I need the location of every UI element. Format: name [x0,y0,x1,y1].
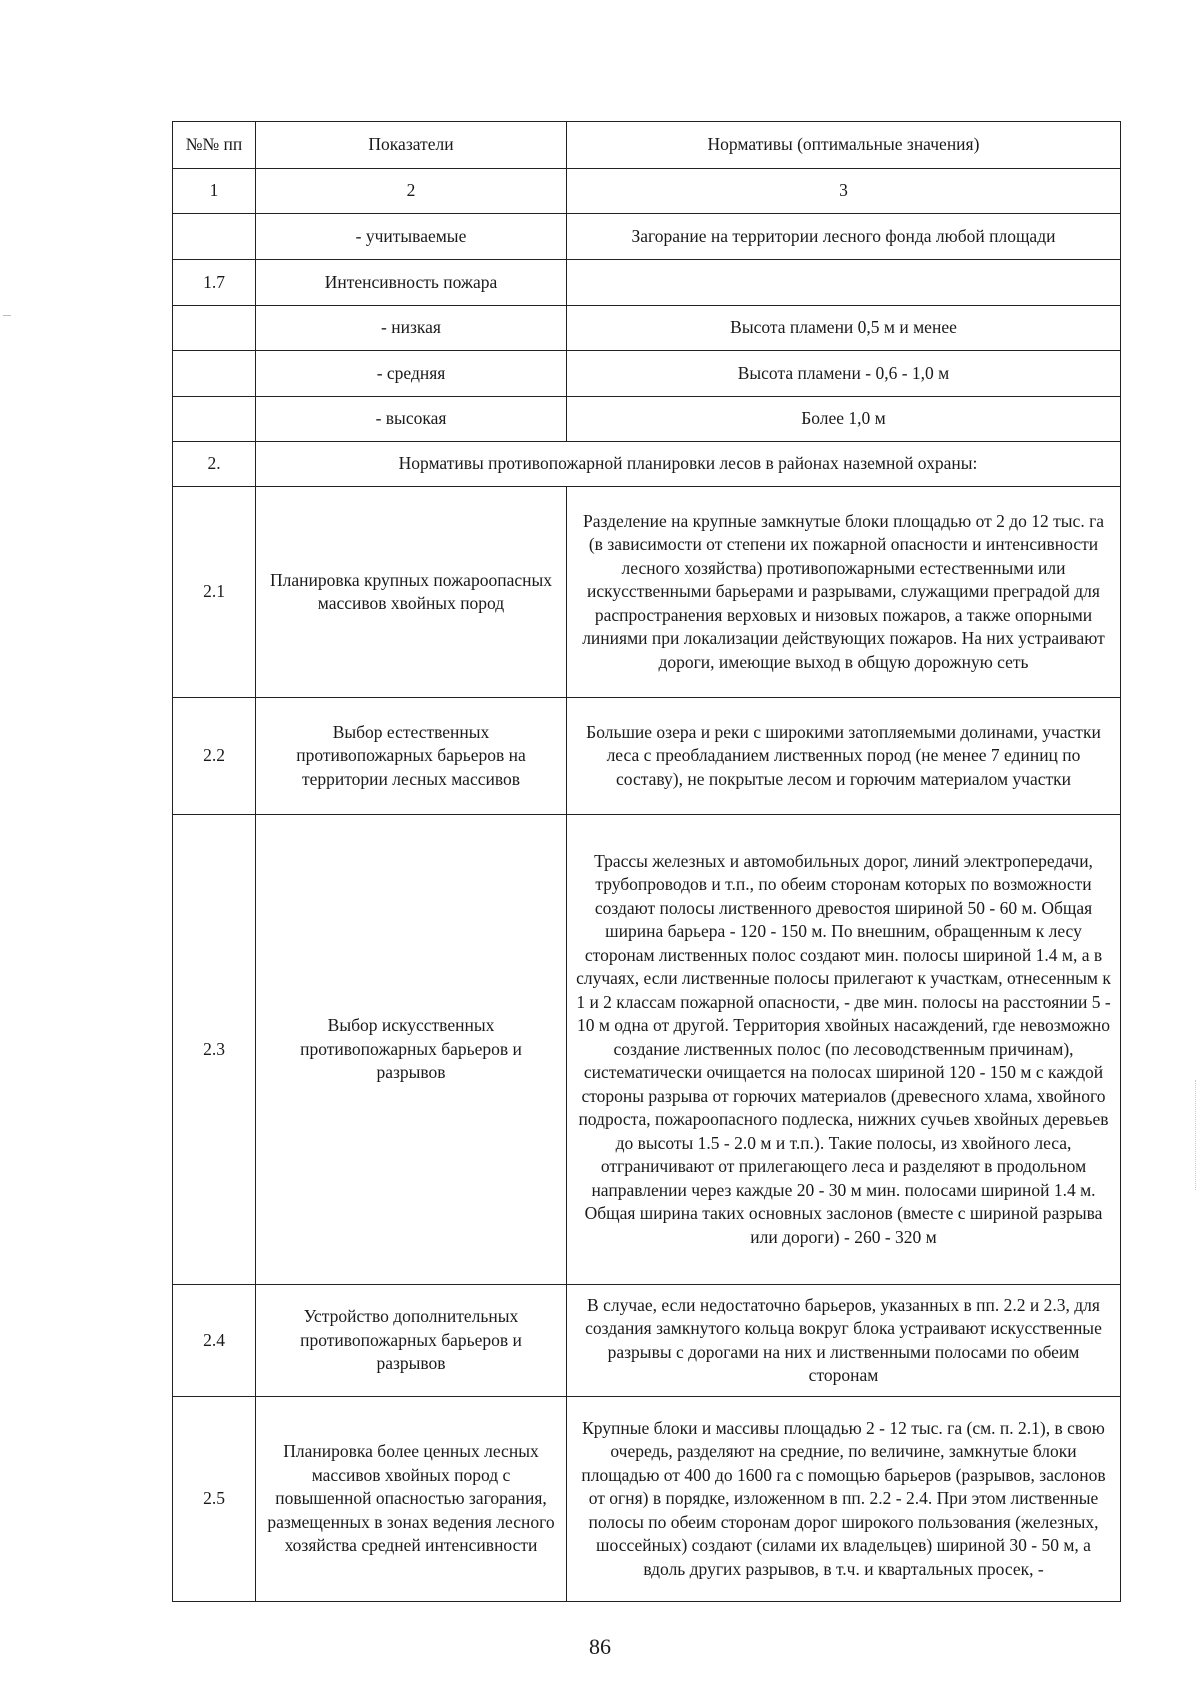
row-norm: Более 1,0 м [567,397,1121,442]
row-num [173,397,256,442]
row-num: 2.5 [173,1397,256,1602]
row-norm: Трассы железных и автомобильных дорог, линий электропередачи, трубопроводов и т.п., по обеим сторонам которых по возможности создают полосы лиственного древостоя шириной 50 - 60 м. Общая ширина барьера - 120 - 150 м. По внешним, обращенным к лесу сторонам лиственных полос создают мин. полосы шириной 1.4 м, а в случаях, если лиственные полосы прилегают к участкам, отнесенным к 1 и 2 классам пожарной опасности, - две мин. полосы на расстоянии 5 - 10 м одна от другой. Территория хвойных насаждений, где невозможно создание лиственных полос (по лесоводственным причинам), систематически очищается на полосах шириной 120 - 150 м с каждой стороны разрыва от горючих материалов (древесного хлама, хвойного подроста, пожароопасного подлеска, нижних сучьев хвойных деревьев до высоты 1.5 - 2.0 м и т.п.). Такие полосы, из хвойного леса, отграничивают от прилегающего леса и разделяют в продольном направлении через каждые 20 - 30 м мин. полосами шириной 1.4 м. Общая ширина таких основных заслонов (вместе с шириной разрыва или дороги) - 260 - 320 м [567,815,1121,1285]
column-number: 2 [256,169,567,214]
row-indicator: - учитываемые [256,214,567,260]
row-num [173,214,256,260]
table-row [173,214,1121,260]
row-norm [567,260,1121,306]
column-number-row [173,169,1121,214]
column-number: 3 [567,169,1121,214]
row-indicator: - высокая [256,397,567,442]
fire-norms-table [172,121,1121,1602]
table-header-row [173,122,1121,169]
row-indicator: Выбор искусственных противопожарных барьеров и разрывов [256,815,567,1285]
row-norm: Большие озера и реки с широкими затопляемыми долинами, участки леса с преобладанием лиственных пород (не менее 7 единиц по составу), не покрытые лесом и горючим материалом участки [567,698,1121,815]
row-norm: Загорание на территории лесного фонда любой площади [567,214,1121,260]
table-row [173,1285,1121,1397]
section-num: 2. [173,442,256,487]
row-norm: Крупные блоки и массивы площадью 2 - 12 тыс. га (см. п. 2.1), в свою очередь, разделяют на средние, по величине, замкнутые блоки площадью от 400 до 1600 га с помощью барьеров (разрывов, заслонов от огня) в порядке, изложенном в пп. 2.2 - 2.4. При этом лиственные полосы по обеим сторонам дорог широкого пользования (железных, шоссейных) создают (силами их владельцев) шириной 30 - 50 м, а вдоль других разрывов, в т.ч. и квартальных просек, - [567,1397,1121,1602]
row-norm: Высота пламени 0,5 м и менее [567,306,1121,351]
row-num: 1.7 [173,260,256,306]
table-row [173,487,1121,698]
row-num: 2.3 [173,815,256,1285]
row-num: 2.1 [173,487,256,698]
table-row [173,306,1121,351]
table-row [173,351,1121,397]
scan-artifact-mark [3,315,11,316]
row-norm: В случае, если недостаточно барьеров, указанных в пп. 2.2 и 2.3, для создания замкнутого кольца вокруг блока устраивают искусственные разрывы с дорогами на них и лиственными полосами по обеим сторонам [567,1285,1121,1397]
row-indicator: Планировка более ценных лесных массивов хвойных пород с повышенной опасностью загорания, размещенных в зонах ведения лесного хозяйства средней интенсивности [256,1397,567,1602]
row-num: 2.4 [173,1285,256,1397]
table-row [173,1397,1121,1602]
row-num [173,351,256,397]
section-row [173,442,1121,487]
page-number: 86 [589,1634,611,1659]
row-norm: Высота пламени - 0,6 - 1,0 м [567,351,1121,397]
row-num [173,306,256,351]
row-indicator: - низкая [256,306,567,351]
column-number: 1 [173,169,256,214]
table-row [173,815,1121,1285]
scan-artifact-edge [1195,1080,1197,1190]
row-indicator: Интенсивность пожара [256,260,567,306]
row-norm: Разделение на крупные замкнутые блоки площадью от 2 до 12 тыс. га (в зависимости от степени их пожарной опасности и интенсивности лесного хозяйства) противопожарными естественными или искусственными барьерами и разрывами, служащими преградой для распространения верховых и низовых пожаров, а также опорными линиями при локализации действующих пожаров. На них устраивают дороги, имеющие выход в общую дорожную сеть [567,487,1121,698]
row-indicator: Выбор естественных противопожарных барьеров на территории лесных массивов [256,698,567,815]
table-row [173,260,1121,306]
row-indicator: - средняя [256,351,567,397]
row-num: 2.2 [173,698,256,815]
row-indicator: Устройство дополнительных противопожарных барьеров и разрывов [256,1285,567,1397]
header-num: №№ пп [173,122,256,169]
row-indicator: Планировка крупных пожароопасных массивов хвойных пород [256,487,567,698]
header-indicator: Показатели [256,122,567,169]
table-row [173,397,1121,442]
section-title: Нормативы противопожарной планировки лесов в районах наземной охраны: [256,442,1121,487]
header-norm: Нормативы (оптимальные значения) [567,122,1121,169]
table-row [173,698,1121,815]
